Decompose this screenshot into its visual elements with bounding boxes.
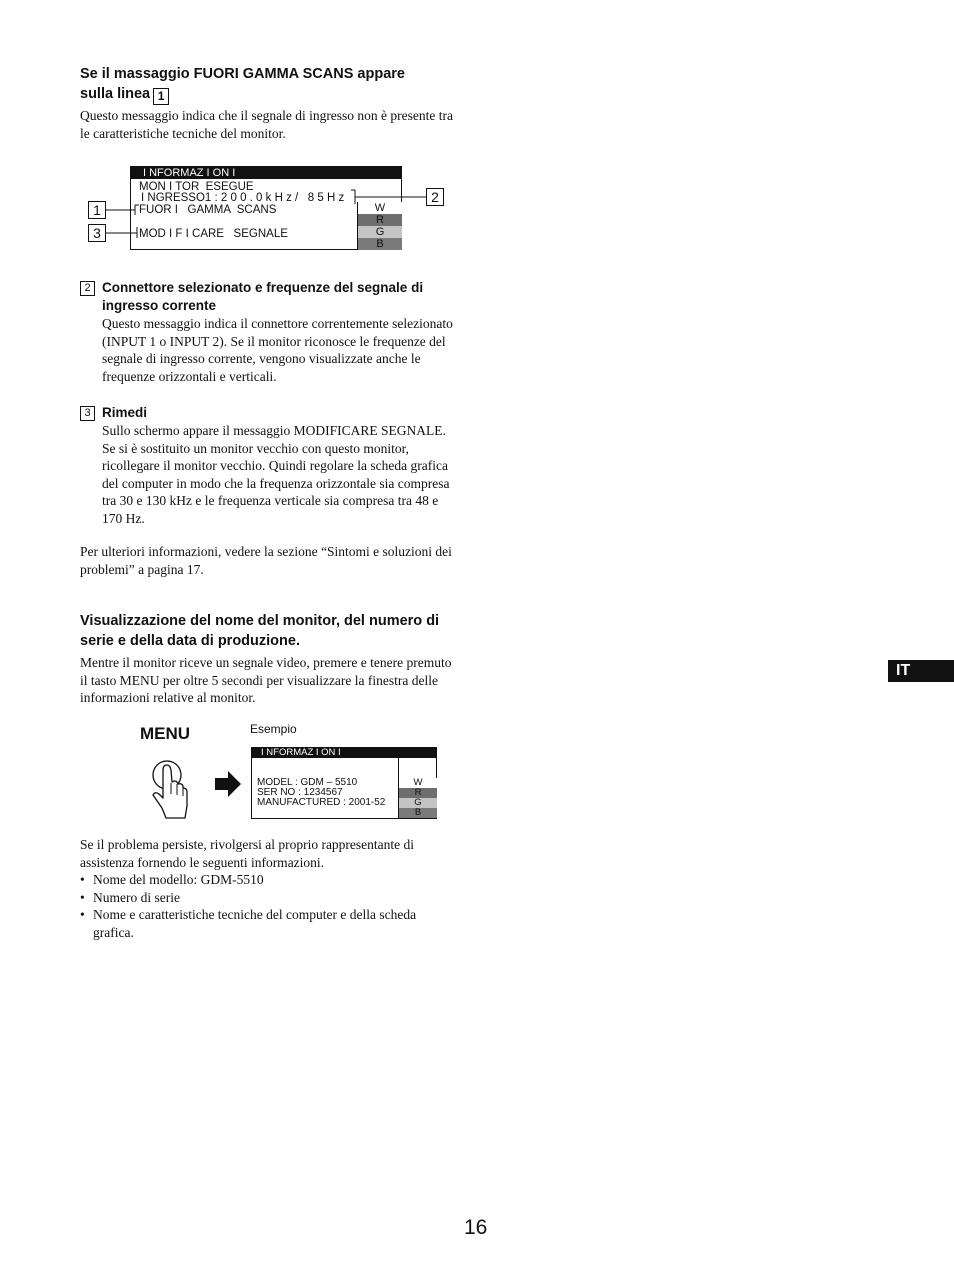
section-title-monitor-info: Visualizzazione del nome del monitor, del numero di serie e della data di produzione.	[80, 613, 440, 649]
section-title-line2-wrap	[80, 84, 460, 105]
item-2-body: Questo messaggio indica il connettore correntemente selezionato (INPUT 1 o INPUT 2). Se il monitor riconosce le frequenze del segnale di ingresso corrente, vengono visualizzate anche le frequenze orizzontali e verticali.	[102, 316, 453, 384]
color-r: R	[358, 214, 402, 226]
osd-example-header: I NFORMAZ I ON I	[252, 748, 436, 758]
arrow-right-icon	[214, 770, 242, 798]
menu-label: MENU	[140, 724, 191, 743]
language-tab: IT	[888, 660, 954, 682]
page-number: 16	[464, 1216, 488, 1239]
osd-line-ingresso: I NGRESSO1 : 2 0 0 . 0 k H z / 8 5 H z	[141, 192, 345, 204]
callout-1: 1	[88, 201, 106, 219]
item-2-number: 2	[80, 281, 95, 296]
callout-2: 2	[426, 188, 444, 206]
section2-body: Mentre il monitor riceve un segnale video, premere e tenere premuto il tasto MENU per oltre 5 secondi per visualizzare la finestra delle informazioni relative al monitor.	[80, 655, 452, 706]
item-3-title: Rimedi	[102, 405, 148, 420]
list-item: • Nome e caratteristiche tecniche del computer e della scheda grafica.	[80, 906, 458, 941]
callout-3: 3	[88, 224, 106, 242]
osd-manufactured-line: MANUFACTURED : 2001-52	[257, 797, 386, 808]
osd-serial-line: SER NO : 1234567	[257, 787, 343, 798]
osd-example-window	[251, 747, 437, 819]
support-bullet-list	[80, 871, 458, 941]
color-g: G	[358, 226, 402, 238]
title-ref-badge: 1	[153, 88, 169, 105]
item-3-body: Sullo schermo appare il messaggio MODIFICARE SEGNALE. Se si è sostituito un monitor vecchio con questo monitor, ricollegare il monitor vecchio. Quindi regolare la scheda grafica del computer in modo che la frequenza orizzontale sia compresa tra 30 e 130 kHz e le frequenza verticale sia compresa tra 48 e 170 Hz.	[102, 423, 450, 526]
example-color-r: R	[399, 788, 437, 798]
section-title-line1: Se il massaggio FUORI GAMMA SCANS appare	[80, 66, 405, 82]
item-3-number: 3	[80, 406, 95, 421]
further-info-text: Per ulteriori informazioni, vedere la sezione “Sintomi e soluzioni dei problemi” a pagina 17.	[80, 544, 452, 577]
section-title-fuori-gamma	[80, 64, 460, 105]
example-color-g: G	[399, 798, 437, 808]
list-item: • Numero di serie	[80, 889, 458, 907]
list-item: • Nome del modello: GDM-5510	[80, 871, 458, 889]
example-color-w: W	[399, 778, 437, 788]
example-caption: Esempio	[250, 722, 297, 736]
section1-body: Questo messaggio indica che il segnale di ingresso non è presente tra le caratteristiche tecniche del monitor.	[80, 108, 454, 141]
color-b: B	[358, 238, 402, 250]
osd-line-fuori-gamma: FUOR I GAMMA SCANS	[139, 204, 277, 216]
support-body: Se il problema persiste, rivolgersi al proprio rappresentante di assistenza fornendo le seguenti informazioni.	[80, 837, 415, 870]
osd-line-monitor-esegue: MON I TOR ESEGUE	[139, 181, 254, 193]
osd-header: I NFORMAZ I ON I	[131, 167, 401, 179]
osd-model-line: MODEL : GDM – 5510	[257, 777, 358, 788]
osd-line-modificare: MOD I F I CARE SEGNALE	[139, 228, 288, 240]
osd-example-color-column	[398, 758, 437, 818]
section-title-line2: sulla linea	[80, 86, 151, 102]
osd-callout-lines	[80, 180, 460, 250]
example-color-b: B	[399, 808, 437, 818]
item-2-title: Connettore selezionato e frequenze del segnale di ingresso corrente	[102, 280, 424, 313]
color-w: W	[358, 202, 402, 214]
